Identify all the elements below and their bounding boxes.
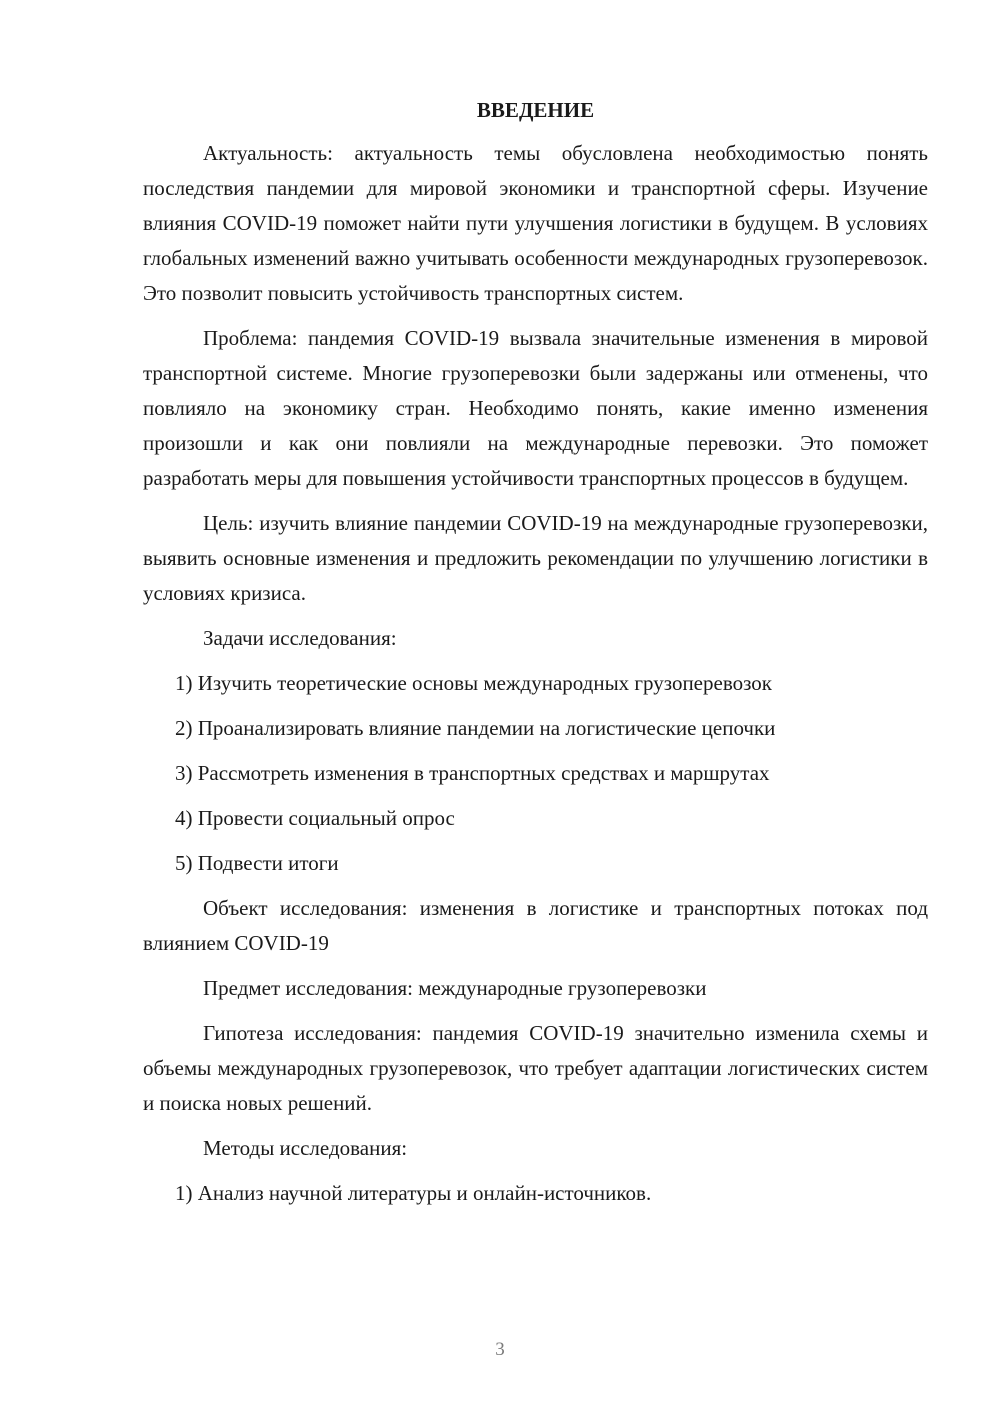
list-item: 4) Провести социальный опрос xyxy=(175,806,455,830)
relevance-paragraph: Актуальность: актуальность темы обусловлена необходимостью понять последствия пандемии для мировой экономики и транспортной сферы. Изучение влияния COVID-19 поможет найти пути улучшения логистики в будущем. В условиях глобальных изменений важно учитывать особенности международных грузоперевозок. Это позволит повысить устойчивость транспортных систем. xyxy=(143,141,928,305)
page-number: 3 xyxy=(495,1339,505,1360)
list-item: 2) Проанализировать влияние пандемии на логистические цепочки xyxy=(175,716,776,740)
methods-heading: Методы исследования: xyxy=(203,1136,408,1160)
list-item: 3) Рассмотреть изменения в транспортных средствах и маршрутах xyxy=(175,761,770,785)
methods-list xyxy=(143,1176,928,1211)
list-item: 5) Подвести итоги xyxy=(175,851,339,875)
tasks-list xyxy=(143,666,928,881)
tasks-heading: Задачи исследования: xyxy=(203,626,397,650)
list-item: 1) Анализ научной литературы и онлайн-источников. xyxy=(175,1181,652,1205)
page-title: ВВЕДЕНИЕ xyxy=(476,98,595,122)
goal-paragraph: Цель: изучить влияние пандемии COVID-19 на международные грузоперевозки, выявить основные изменения и предложить рекомендации по улучшению логистики в условиях кризиса. xyxy=(143,511,928,605)
page-content xyxy=(143,93,928,1221)
hypothesis-paragraph: Гипотеза исследования: пандемия COVID-19 значительно изменила схемы и объемы международных грузоперевозок, что требует адаптации логистических систем и поиска новых решений. xyxy=(143,1021,928,1115)
object-paragraph: Объект исследования: изменения в логистике и транспортных потоках под влиянием COVID-19 xyxy=(143,896,928,955)
list-item: 1) Изучить теоретические основы международных грузоперевозок xyxy=(175,671,772,695)
subject-paragraph: Предмет исследования: международные грузоперевозки xyxy=(203,976,707,1000)
problem-paragraph: Проблема: пандемия COVID-19 вызвала значительные изменения в мировой транспортной системе. Многие грузоперевозки были задержаны или отменены, что повлияло на экономику стран. Необходимо понять, какие именно изменения произошли и как они повлияли на международные перевозки. Это поможет разработать меры для повышения устойчивости транспортных процессов в будущем. xyxy=(143,326,928,490)
